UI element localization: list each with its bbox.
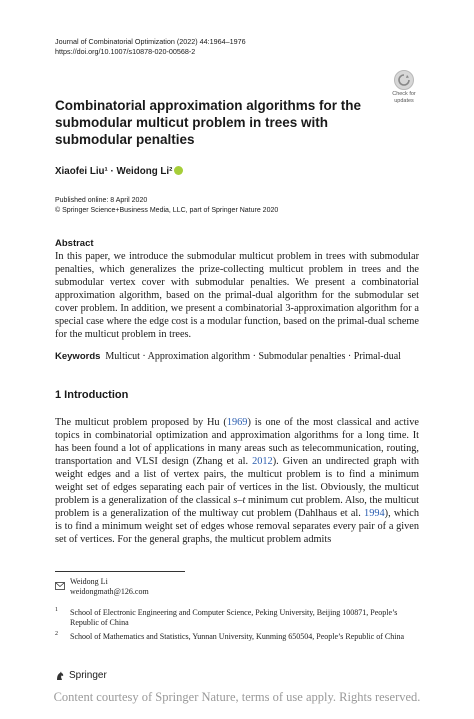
footnote-1-affiliation: School of Electronic Engineering and Computer Science, Peking University, Beijing 100871, People’s Republic of China (70, 608, 398, 627)
journal-header (55, 37, 246, 56)
envelope-icon (55, 577, 69, 595)
published-date: Published online: 8 April 2020 (55, 197, 148, 204)
badge-label-line1: Check for (392, 91, 416, 97)
introduction-text (55, 416, 419, 546)
springer-horse-icon (55, 671, 65, 681)
abstract-heading: Abstract (55, 238, 94, 249)
article-title: Combinatorial approximation algorithms for the submodular multicut problem in trees with submodular penalties (55, 98, 362, 147)
check-for-updates-icon (394, 70, 414, 90)
footnote-2-number: 2 (55, 631, 58, 637)
courtesy-notice: Content courtesy of Springer Nature, terms of use apply. Rights reserved. (53, 690, 421, 704)
footnote-2-affiliation: School of Mathematics and Statistics, Yunnan University, Kunming 650504, People’s Republic of China (70, 632, 405, 641)
copyright-notice: © Springer Science+Business Media, LLC, part of Springer Nature 2020 (55, 206, 279, 214)
correspondence (70, 577, 149, 597)
springer-wordmark: Springer (69, 670, 107, 681)
citation-link[interactable]: 1969 (226, 417, 248, 428)
orcid-icon[interactable] (174, 166, 183, 175)
abstract-text: In this paper, we introduce the submodular multicut problem in trees with submodular penalties, which generalizes the prize-collecting multicut problem in trees and the submodular vertex cover with submodular penalties. We present a combinatorial approximation algorithm, based on the primal-dual algorithm for the submodular set cover problem. In addition, we present a combinatorial 3-approximation algorithm for a special case where the edge cost is a modular function, based on the primal-dual scheme for the multicut problem in trees. (55, 251, 419, 341)
author-names: Xiaofei Liu¹ · Weidong Li² (55, 166, 173, 177)
intro-text-part: ). Given an undirected graph with weight edges and a list of vertex pairs, the multicut problem is to find a minimum weight set of edges separating each pair of vertices in the list. Obviously, the multicut problem is a generalization of the classical (55, 456, 420, 507)
publication-info (55, 196, 278, 215)
correspondence-name: Weidong Li (70, 577, 108, 586)
footnote-separator (55, 571, 185, 572)
intro-text-part: ), which is to find a minimum weight set of edges whose removal separates every pair of a given set of vertices. For the general graphs, the multicut problem admits (55, 508, 419, 546)
intro-text-part: minimum cut problem. Also, the multicut problem is a generalization of the multiway cut problem (Dahlhaus et al. (55, 495, 419, 520)
section-heading-introduction: 1 Introduction (55, 389, 129, 401)
keywords-list: Multicut · Approximation algorithm · Submodular penalties · Primal-dual (105, 351, 401, 362)
correspondence-email[interactable]: weidongmath@126.com (70, 587, 149, 596)
doi-link[interactable]: https://doi.org/10.1007/s10878-020-00568-2 (55, 46, 196, 56)
citation-link[interactable]: 1994 (364, 508, 385, 520)
springer-logo (55, 670, 107, 681)
keywords-label: Keywords (55, 351, 101, 362)
intro-text-part: The multicut problem proposed by Hu ( (55, 417, 227, 428)
journal-citation: Journal of Combinatorial Optimization (2022) 44:1964–1976 (55, 37, 246, 46)
math-st: s–t (233, 495, 246, 507)
citation-link[interactable]: 2012 (252, 456, 273, 468)
intro-text-part: ) is one of the most classical and active topics in combinatorial optimization and approximation algorithms for a long time. It has been found a lot of applications in many areas such as telecommunication, routing, transportation and VLSI design (Zhang et al. (55, 417, 419, 468)
badge-label-line2: updates (394, 98, 414, 104)
keywords (55, 351, 401, 362)
author-line (55, 166, 183, 177)
footnote-1-number: 1 (55, 607, 58, 613)
